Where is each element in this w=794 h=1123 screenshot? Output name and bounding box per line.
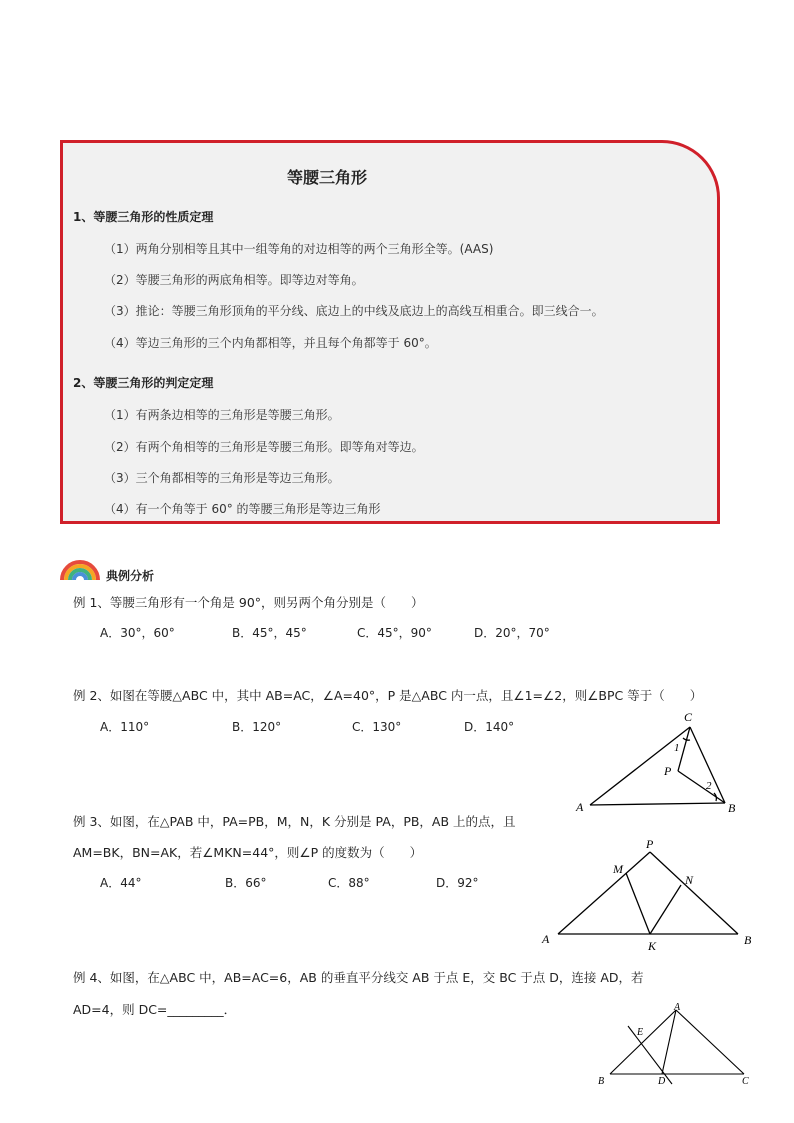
example3-question-line2: AM=BK，BN=AK，若∠MKN=44°，则∠P 的度数为（ ）: [73, 845, 423, 860]
box-title: 等腰三角形: [287, 168, 368, 187]
section2-item-3: （3）三个角都相等的三角形是等边三角形。: [104, 471, 340, 485]
example1-question: 例 1、等腰三角形有一个角是 90°，则另两个角分别是（ ）: [73, 595, 424, 610]
example2-label-b: B: [728, 801, 736, 815]
example2-option-d: D．140°: [464, 720, 515, 734]
example3-label-b: B: [744, 933, 752, 947]
example2-option-a: A．110°: [100, 720, 150, 734]
example4-label-a: A: [674, 1002, 681, 1013]
examples-heading: 典例分析: [106, 569, 155, 583]
example1-option-d: D．20°，70°: [474, 626, 550, 640]
section1-item-2: （2）等腰三角形的两底角相等。即等边对等角。: [104, 273, 364, 287]
definition-box: [60, 140, 720, 524]
example2-option-c: C．130°: [352, 720, 402, 734]
example4-label-c: C: [742, 1076, 749, 1087]
example3-option-b: B．66°: [225, 876, 267, 890]
rainbow-icon: [60, 560, 100, 582]
example4-question-line1: 例 4、如图，在△ABC 中，AB=AC=6，AB 的垂直平分线交 AB 于点 E，交 BC 于点 D，连接 AD，若: [73, 970, 644, 985]
example2-label-a: A: [576, 800, 584, 814]
example2-label-1: 1: [674, 742, 680, 754]
example3-option-c: C．88°: [328, 876, 370, 890]
example4-figure: [592, 1000, 762, 1092]
section1-item-3: （3）推论：等腰三角形顶角的平分线、底边上的中线及底边上的高线互相重合。即三线合一。: [104, 304, 604, 318]
example2-label-2: 2: [706, 780, 712, 792]
example3-label-p: P: [646, 837, 654, 851]
section2-heading: 2、等腰三角形的判定定理: [73, 376, 214, 390]
example2-option-b: B．120°: [232, 720, 282, 734]
example1-option-a: A．30°，60°: [100, 626, 175, 640]
example4-label-e: E: [637, 1027, 644, 1038]
example1-option-b: B．45°，45°: [232, 626, 307, 640]
example3-option-d: D．92°: [436, 876, 479, 890]
example3-label-m: M: [613, 862, 623, 876]
example4-label-b: B: [598, 1076, 605, 1087]
section2-item-4: （4）有一个角等于 60° 的等腰三角形是等边三角形: [104, 502, 381, 516]
example2-label-c: C: [684, 710, 693, 724]
section2-item-2: （2）有两个角相等的三角形是等腰三角形。即等角对等边。: [104, 440, 424, 454]
example3-figure: [538, 836, 760, 954]
section2-item-1: （1）有两条边相等的三角形是等腰三角形。: [104, 408, 340, 422]
example2-label-p: P: [664, 764, 672, 778]
example3-label-k: K: [648, 939, 657, 953]
example2-figure: [570, 705, 750, 820]
example3-option-a: A．44°: [100, 876, 142, 890]
section1-item-1: （1）两角分别相等且其中一组等角的对边相等的两个三角形全等。(AAS): [104, 242, 494, 256]
example4-label-d: D: [658, 1076, 666, 1087]
example1-option-c: C．45°，90°: [357, 626, 432, 640]
example4-question-line2: AD=4，则 DC=_________．: [73, 1002, 237, 1017]
section1-item-4: （4）等边三角形的三个内角都相等，并且每个角都等于 60°。: [104, 336, 437, 350]
example3-label-n: N: [685, 873, 694, 887]
section1-heading: 1、等腰三角形的性质定理: [73, 210, 214, 224]
example3-question-line1: 例 3、如图，在△PAB 中，PA=PB，M，N，K 分别是 PA，PB，AB 上的点，且: [73, 814, 516, 829]
example2-question: 例 2、如图在等腰△ABC 中，其中 AB=AC，∠A=40°，P 是△ABC 内一点，且∠1=∠2，则∠BPC 等于（ ）: [73, 688, 703, 703]
example3-label-a: A: [542, 932, 550, 946]
